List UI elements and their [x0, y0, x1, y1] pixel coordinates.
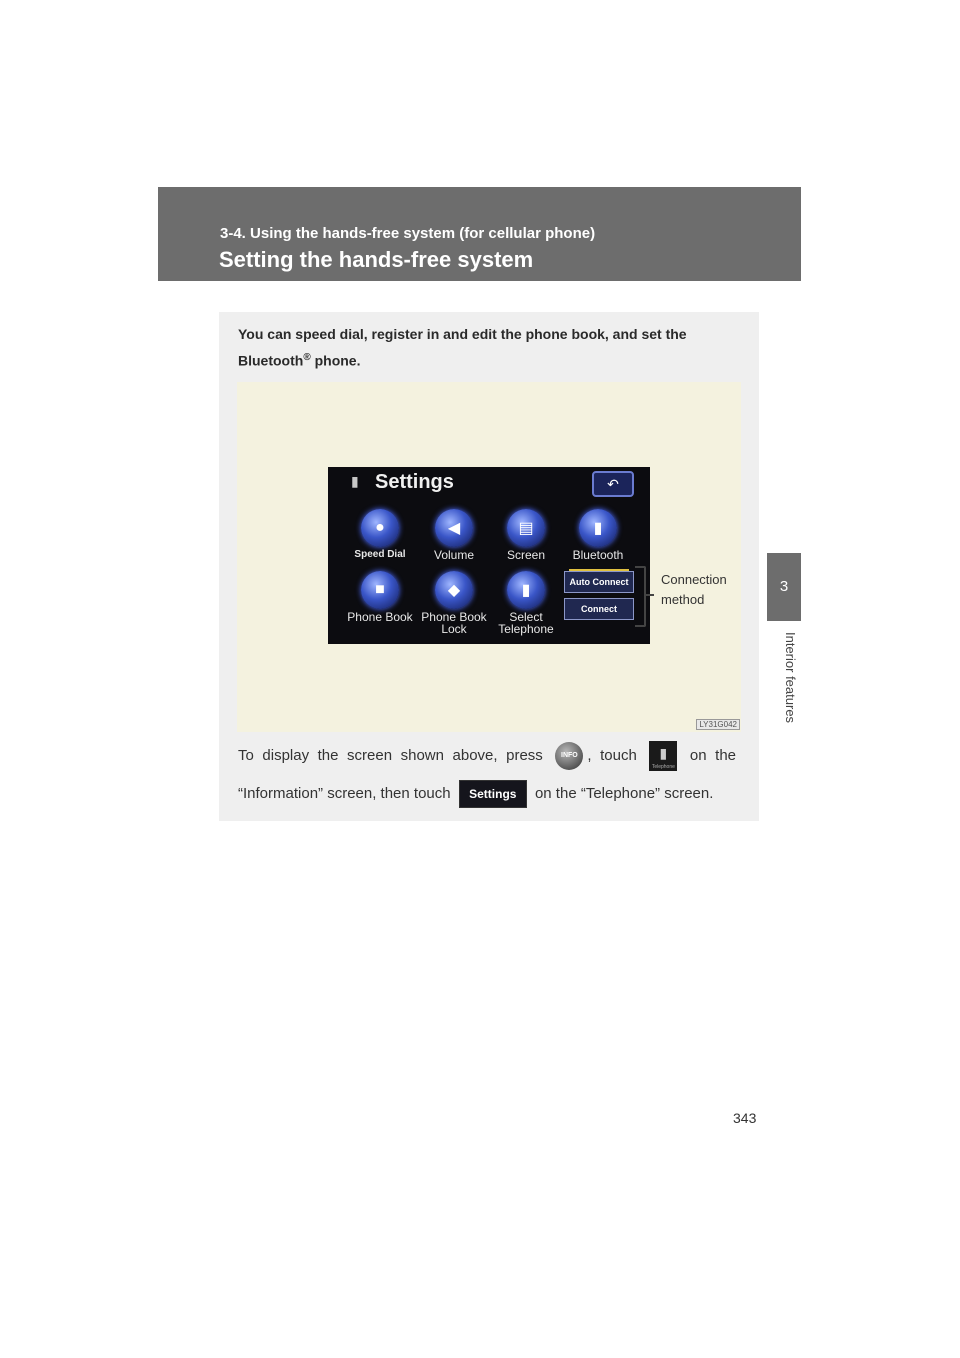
screen-icon: ▤: [507, 509, 545, 547]
intro-line-2: Bluetooth: [238, 352, 304, 369]
info-button-icon: INFO: [555, 742, 583, 770]
section-heading: 3-4. Using the hands-free system (for cellular phone): [220, 225, 596, 242]
phone-icon: ▮: [351, 473, 359, 489]
connection-method-callout: [661, 570, 727, 610]
telephone-button-icon: ▮ Telephone: [649, 741, 677, 771]
settings-screen: [328, 467, 650, 644]
screen-title: Settings: [375, 471, 454, 493]
settings-button-icon: Settings: [459, 780, 527, 808]
telephone-label: Telephone: [651, 764, 675, 771]
tile-label: Phone Book: [347, 610, 413, 624]
chapter-tab: 3: [767, 553, 801, 621]
settings-figure: [237, 382, 741, 732]
back-button[interactable]: [592, 471, 634, 497]
intro-line-1: You can speed dial, register in and edit the phone book, and set the: [238, 326, 687, 342]
auto-connect-button[interactable]: Auto Connect: [564, 571, 634, 593]
handset-icon: ▮: [507, 571, 545, 609]
tile-label: Phone Book Lock: [421, 610, 487, 636]
padlock-icon: ◆: [435, 571, 473, 609]
instr-part-3: on the “Information” screen, then touch: [238, 747, 737, 802]
page-title: Setting the hands-free system: [219, 247, 534, 272]
chapter-label: Interior features: [783, 632, 798, 724]
callout-line-1: Connection: [661, 572, 727, 587]
bluetooth-phone-icon: ▮: [579, 509, 617, 547]
connect-button[interactable]: Connect: [564, 598, 634, 620]
page-header: [158, 187, 801, 281]
tile-label: Bluetooth: [572, 548, 624, 562]
callout-bracket: [635, 566, 646, 627]
phone-book-button[interactable]: [343, 571, 417, 644]
figure-code: LY31G042: [696, 719, 740, 730]
select-telephone-button[interactable]: [489, 571, 563, 644]
page-number: 343: [733, 1110, 757, 1126]
speech-bubble-icon: ●: [361, 509, 399, 547]
book-icon: ■: [361, 571, 399, 609]
callout-line: [646, 594, 654, 596]
instruction-text: [238, 737, 736, 813]
content-panel: [219, 312, 759, 821]
intro-text: [238, 323, 718, 373]
speaker-icon: ◀: [435, 509, 473, 547]
phone-book-lock-button[interactable]: [417, 571, 491, 644]
tile-label: Screen: [506, 548, 546, 562]
instr-part-2: , touch: [587, 747, 637, 764]
instr-part-4: on the “Telephone” screen.: [534, 785, 714, 802]
registered-mark: ®: [303, 352, 311, 363]
intro-line-2-end: phone.: [310, 352, 361, 369]
return-arrow-icon: ↶: [607, 476, 619, 492]
instr-part-1: To display the screen shown above, press: [238, 747, 543, 764]
callout-line-2: method: [661, 592, 705, 607]
tile-label: Volume: [433, 548, 475, 562]
tile-label: Speed Dial: [354, 549, 406, 560]
tile-label: Select Telephone: [498, 610, 554, 636]
